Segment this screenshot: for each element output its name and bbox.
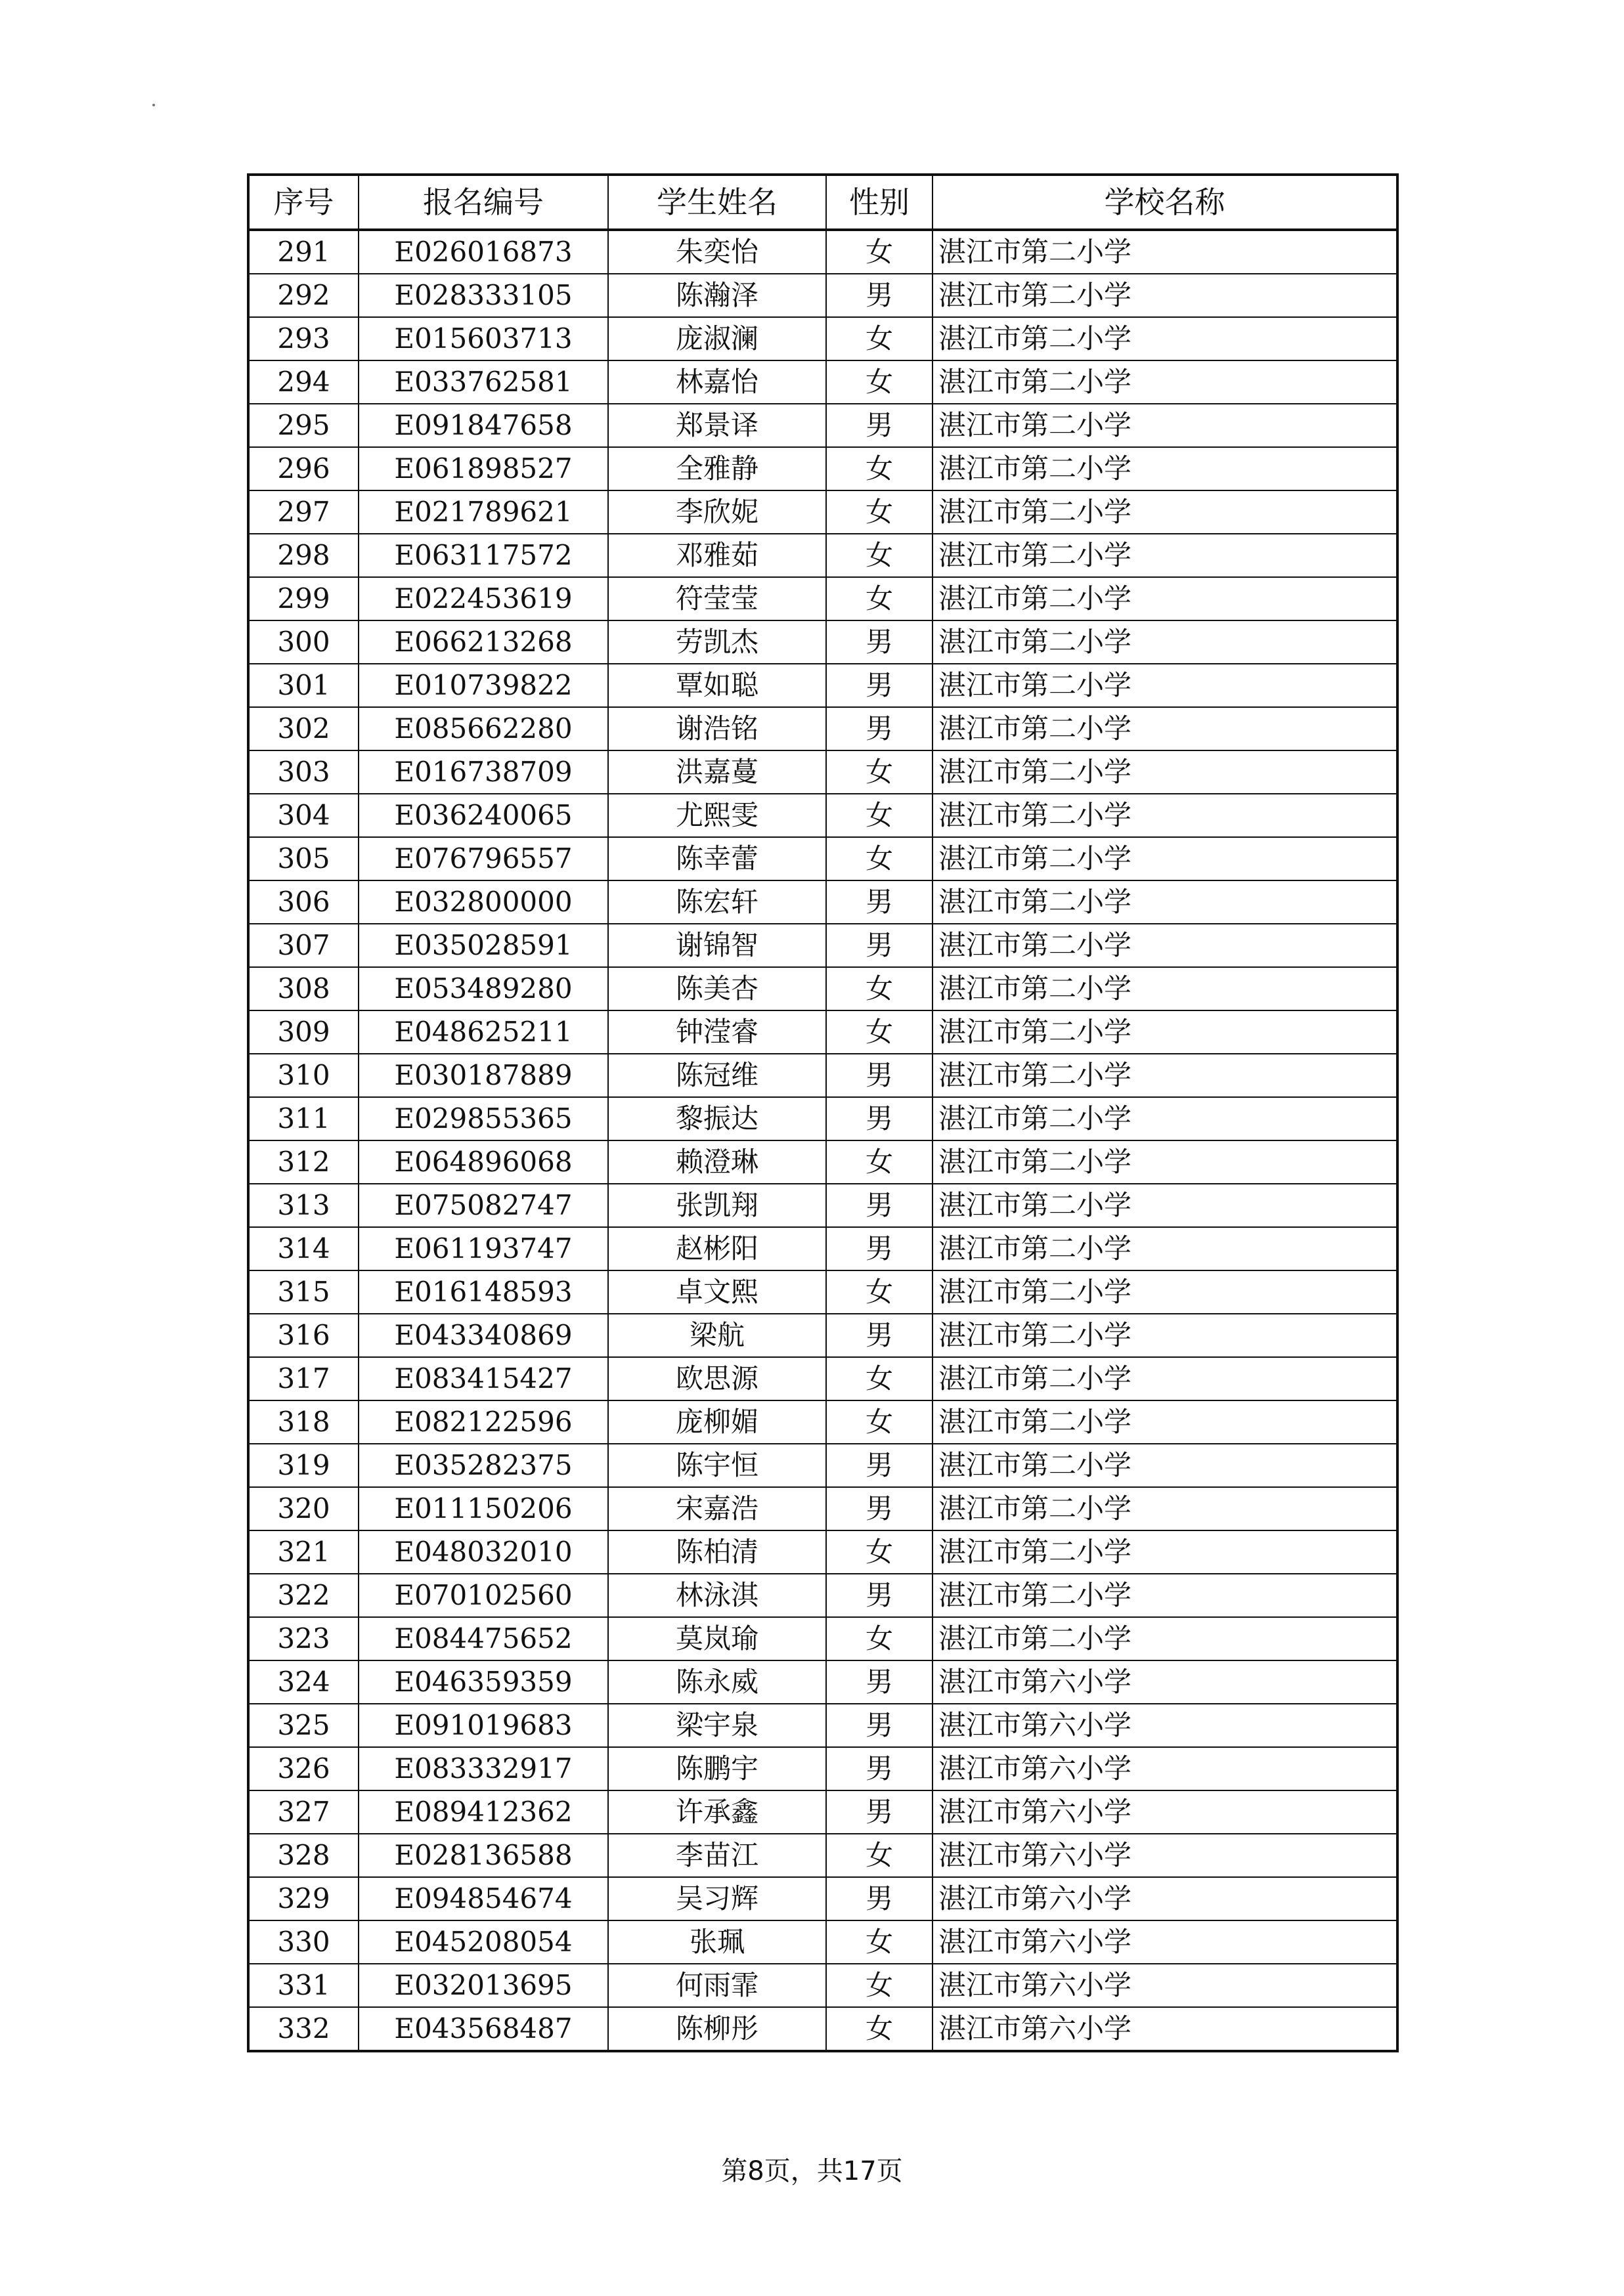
cell-student-name: 李欣妮 xyxy=(608,490,826,534)
cell-gender: 女 xyxy=(826,1400,933,1444)
table-row xyxy=(248,577,1397,620)
cell-gender: 男 xyxy=(826,707,933,750)
cell-student-name: 李苗江 xyxy=(608,1834,826,1877)
cell-registration-no: E030187889 xyxy=(359,1054,608,1097)
cell-student-name: 吴习辉 xyxy=(608,1877,826,1920)
cell-index: 304 xyxy=(248,794,359,837)
cell-index: 319 xyxy=(248,1444,359,1487)
cell-index: 301 xyxy=(248,664,359,707)
header-row xyxy=(248,175,1397,230)
cell-student-name: 邓雅茹 xyxy=(608,534,826,577)
table-row xyxy=(248,1790,1397,1834)
table-row xyxy=(248,317,1397,360)
header-student-name: 学生姓名 xyxy=(608,175,826,230)
cell-index: 297 xyxy=(248,490,359,534)
table-row xyxy=(248,404,1397,447)
table-row xyxy=(248,1357,1397,1400)
cell-index: 292 xyxy=(248,274,359,317)
table-row xyxy=(248,750,1397,794)
table-row xyxy=(248,1487,1397,1530)
table-row xyxy=(248,1617,1397,1660)
table-row xyxy=(248,447,1397,490)
cell-student-name: 林泳淇 xyxy=(608,1574,826,1617)
cell-school-name: 湛江市第二小学 xyxy=(933,577,1397,620)
table-row xyxy=(248,274,1397,317)
cell-gender: 女 xyxy=(826,534,933,577)
cell-school-name: 湛江市第二小学 xyxy=(933,1357,1397,1400)
cell-student-name: 莫岚瑜 xyxy=(608,1617,826,1660)
cell-school-name: 湛江市第二小学 xyxy=(933,1487,1397,1530)
cell-index: 315 xyxy=(248,1270,359,1314)
cell-student-name: 梁航 xyxy=(608,1314,826,1357)
cell-school-name: 湛江市第二小学 xyxy=(933,1184,1397,1227)
cell-gender: 女 xyxy=(826,837,933,880)
student-roster-table xyxy=(247,173,1399,2052)
cell-registration-no: E032013695 xyxy=(359,1964,608,2007)
cell-registration-no: E085662280 xyxy=(359,707,608,750)
cell-school-name: 湛江市第六小学 xyxy=(933,1877,1397,1920)
cell-registration-no: E061898527 xyxy=(359,447,608,490)
cell-school-name: 湛江市第二小学 xyxy=(933,1530,1397,1574)
cell-student-name: 陈柳彤 xyxy=(608,2007,826,2051)
cell-gender: 男 xyxy=(826,1747,933,1790)
cell-registration-no: E089412362 xyxy=(359,1790,608,1834)
table-row xyxy=(248,880,1397,924)
header-registration-no: 报名编号 xyxy=(359,175,608,230)
cell-gender: 男 xyxy=(826,404,933,447)
cell-gender: 女 xyxy=(826,2007,933,2051)
cell-student-name: 朱奕怡 xyxy=(608,230,826,274)
cell-school-name: 湛江市第二小学 xyxy=(933,317,1397,360)
cell-school-name: 湛江市第二小学 xyxy=(933,1617,1397,1660)
table-row xyxy=(248,1054,1397,1097)
cell-registration-no: E091847658 xyxy=(359,404,608,447)
cell-registration-no: E075082747 xyxy=(359,1184,608,1227)
cell-index: 310 xyxy=(248,1054,359,1097)
cell-registration-no: E010739822 xyxy=(359,664,608,707)
table-row xyxy=(248,1444,1397,1487)
scan-speck xyxy=(152,104,155,106)
cell-gender: 女 xyxy=(826,1834,933,1877)
cell-student-name: 洪嘉蔓 xyxy=(608,750,826,794)
cell-registration-no: E016148593 xyxy=(359,1270,608,1314)
cell-school-name: 湛江市第二小学 xyxy=(933,490,1397,534)
cell-index: 307 xyxy=(248,924,359,967)
cell-student-name: 林嘉怡 xyxy=(608,360,826,404)
cell-registration-no: E029855365 xyxy=(359,1097,608,1140)
table-row xyxy=(248,1010,1397,1054)
cell-gender: 女 xyxy=(826,1617,933,1660)
table-row xyxy=(248,1834,1397,1877)
cell-index: 311 xyxy=(248,1097,359,1140)
cell-registration-no: E032800000 xyxy=(359,880,608,924)
table-row xyxy=(248,664,1397,707)
cell-index: 303 xyxy=(248,750,359,794)
cell-school-name: 湛江市第六小学 xyxy=(933,1834,1397,1877)
cell-school-name: 湛江市第二小学 xyxy=(933,837,1397,880)
cell-gender: 男 xyxy=(826,664,933,707)
cell-index: 316 xyxy=(248,1314,359,1357)
cell-registration-no: E053489280 xyxy=(359,967,608,1010)
cell-registration-no: E043568487 xyxy=(359,2007,608,2051)
table-row xyxy=(248,1140,1397,1184)
cell-school-name: 湛江市第二小学 xyxy=(933,1444,1397,1487)
cell-student-name: 劳凯杰 xyxy=(608,620,826,664)
cell-school-name: 湛江市第二小学 xyxy=(933,620,1397,664)
cell-school-name: 湛江市第二小学 xyxy=(933,1140,1397,1184)
table-row xyxy=(248,1574,1397,1617)
cell-registration-no: E064896068 xyxy=(359,1140,608,1184)
cell-registration-no: E015603713 xyxy=(359,317,608,360)
cell-gender: 女 xyxy=(826,750,933,794)
cell-school-name: 湛江市第二小学 xyxy=(933,1574,1397,1617)
cell-school-name: 湛江市第六小学 xyxy=(933,1920,1397,1964)
cell-gender: 女 xyxy=(826,1530,933,1574)
cell-index: 320 xyxy=(248,1487,359,1530)
cell-index: 323 xyxy=(248,1617,359,1660)
table-row xyxy=(248,620,1397,664)
table-row xyxy=(248,1747,1397,1790)
table-row xyxy=(248,707,1397,750)
cell-school-name: 湛江市第六小学 xyxy=(933,1660,1397,1704)
cell-student-name: 黎振达 xyxy=(608,1097,826,1140)
table-row xyxy=(248,490,1397,534)
cell-school-name: 湛江市第二小学 xyxy=(933,924,1397,967)
cell-gender: 男 xyxy=(826,1660,933,1704)
cell-student-name: 郑景译 xyxy=(608,404,826,447)
cell-gender: 男 xyxy=(826,1054,933,1097)
cell-index: 329 xyxy=(248,1877,359,1920)
cell-index: 332 xyxy=(248,2007,359,2051)
cell-student-name: 陈鹏宇 xyxy=(608,1747,826,1790)
cell-student-name: 张珮 xyxy=(608,1920,826,1964)
cell-index: 308 xyxy=(248,967,359,1010)
cell-registration-no: E035282375 xyxy=(359,1444,608,1487)
cell-registration-no: E035028591 xyxy=(359,924,608,967)
cell-index: 324 xyxy=(248,1660,359,1704)
cell-index: 321 xyxy=(248,1530,359,1574)
cell-gender: 女 xyxy=(826,967,933,1010)
cell-school-name: 湛江市第二小学 xyxy=(933,534,1397,577)
cell-registration-no: E083415427 xyxy=(359,1357,608,1400)
table-row xyxy=(248,837,1397,880)
table-row xyxy=(248,1184,1397,1227)
table-row xyxy=(248,1314,1397,1357)
cell-gender: 男 xyxy=(826,1097,933,1140)
cell-gender: 女 xyxy=(826,1270,933,1314)
cell-registration-no: E083332917 xyxy=(359,1747,608,1790)
cell-index: 294 xyxy=(248,360,359,404)
cell-student-name: 庞柳媚 xyxy=(608,1400,826,1444)
cell-gender: 女 xyxy=(826,577,933,620)
cell-gender: 女 xyxy=(826,794,933,837)
cell-school-name: 湛江市第二小学 xyxy=(933,1227,1397,1270)
cell-registration-no: E028333105 xyxy=(359,274,608,317)
cell-index: 293 xyxy=(248,317,359,360)
table-row xyxy=(248,534,1397,577)
cell-school-name: 湛江市第二小学 xyxy=(933,750,1397,794)
table-row xyxy=(248,230,1397,274)
cell-school-name: 湛江市第二小学 xyxy=(933,880,1397,924)
cell-gender: 男 xyxy=(826,1227,933,1270)
cell-index: 318 xyxy=(248,1400,359,1444)
cell-index: 295 xyxy=(248,404,359,447)
cell-school-name: 湛江市第二小学 xyxy=(933,967,1397,1010)
cell-gender: 女 xyxy=(826,230,933,274)
cell-gender: 男 xyxy=(826,1704,933,1747)
cell-index: 296 xyxy=(248,447,359,490)
cell-student-name: 赵彬阳 xyxy=(608,1227,826,1270)
cell-school-name: 湛江市第二小学 xyxy=(933,274,1397,317)
cell-registration-no: E070102560 xyxy=(359,1574,608,1617)
cell-gender: 女 xyxy=(826,1010,933,1054)
cell-student-name: 尤熙雯 xyxy=(608,794,826,837)
table-body xyxy=(248,230,1397,2051)
cell-index: 298 xyxy=(248,534,359,577)
cell-school-name: 湛江市第六小学 xyxy=(933,1747,1397,1790)
cell-gender: 男 xyxy=(826,880,933,924)
cell-school-name: 湛江市第六小学 xyxy=(933,2007,1397,2051)
cell-index: 299 xyxy=(248,577,359,620)
cell-index: 309 xyxy=(248,1010,359,1054)
page-number: 第8页，共17页 xyxy=(721,2156,903,2186)
cell-student-name: 覃如聪 xyxy=(608,664,826,707)
cell-index: 300 xyxy=(248,620,359,664)
cell-registration-no: E022453619 xyxy=(359,577,608,620)
cell-student-name: 陈宏轩 xyxy=(608,880,826,924)
cell-index: 291 xyxy=(248,230,359,274)
cell-school-name: 湛江市第二小学 xyxy=(933,1400,1397,1444)
cell-school-name: 湛江市第二小学 xyxy=(933,1270,1397,1314)
table-row xyxy=(248,2007,1397,2051)
table-row xyxy=(248,1270,1397,1314)
cell-student-name: 庞淑澜 xyxy=(608,317,826,360)
cell-gender: 女 xyxy=(826,490,933,534)
cell-registration-no: E033762581 xyxy=(359,360,608,404)
cell-index: 305 xyxy=(248,837,359,880)
table-row xyxy=(248,1530,1397,1574)
table-row xyxy=(248,924,1397,967)
table-row xyxy=(248,1400,1397,1444)
cell-index: 317 xyxy=(248,1357,359,1400)
cell-registration-no: E046359359 xyxy=(359,1660,608,1704)
cell-school-name: 湛江市第二小学 xyxy=(933,230,1397,274)
cell-registration-no: E061193747 xyxy=(359,1227,608,1270)
cell-student-name: 谢浩铭 xyxy=(608,707,826,750)
table-row xyxy=(248,1964,1397,2007)
cell-registration-no: E028136588 xyxy=(359,1834,608,1877)
table-row xyxy=(248,1877,1397,1920)
cell-gender: 男 xyxy=(826,1184,933,1227)
cell-gender: 女 xyxy=(826,1357,933,1400)
cell-gender: 男 xyxy=(826,1574,933,1617)
cell-student-name: 陈瀚泽 xyxy=(608,274,826,317)
cell-student-name: 欧思源 xyxy=(608,1357,826,1400)
cell-school-name: 湛江市第六小学 xyxy=(933,1704,1397,1747)
table-row xyxy=(248,794,1397,837)
cell-index: 328 xyxy=(248,1834,359,1877)
cell-registration-no: E016738709 xyxy=(359,750,608,794)
cell-index: 313 xyxy=(248,1184,359,1227)
cell-student-name: 全雅静 xyxy=(608,447,826,490)
table-row xyxy=(248,1704,1397,1747)
table-header xyxy=(248,175,1397,230)
cell-gender: 男 xyxy=(826,1487,933,1530)
cell-school-name: 湛江市第六小学 xyxy=(933,1964,1397,2007)
cell-student-name: 符莹莹 xyxy=(608,577,826,620)
cell-student-name: 宋嘉浩 xyxy=(608,1487,826,1530)
cell-gender: 男 xyxy=(826,1790,933,1834)
cell-school-name: 湛江市第二小学 xyxy=(933,707,1397,750)
cell-school-name: 湛江市第二小学 xyxy=(933,1010,1397,1054)
table-row xyxy=(248,967,1397,1010)
cell-gender: 女 xyxy=(826,1920,933,1964)
cell-index: 331 xyxy=(248,1964,359,2007)
table-row xyxy=(248,360,1397,404)
table-row xyxy=(248,1920,1397,1964)
cell-gender: 男 xyxy=(826,1314,933,1357)
cell-gender: 女 xyxy=(826,1140,933,1184)
cell-gender: 男 xyxy=(826,924,933,967)
cell-student-name: 陈美杏 xyxy=(608,967,826,1010)
cell-student-name: 陈幸蕾 xyxy=(608,837,826,880)
header-index: 序号 xyxy=(248,175,359,230)
header-school-name: 学校名称 xyxy=(933,175,1397,230)
table-row xyxy=(248,1097,1397,1140)
cell-school-name: 湛江市第二小学 xyxy=(933,1314,1397,1357)
cell-registration-no: E048032010 xyxy=(359,1530,608,1574)
cell-gender: 女 xyxy=(826,1964,933,2007)
cell-gender: 男 xyxy=(826,1444,933,1487)
cell-registration-no: E091019683 xyxy=(359,1704,608,1747)
header-gender: 性别 xyxy=(826,175,933,230)
table-row xyxy=(248,1227,1397,1270)
cell-gender: 男 xyxy=(826,1877,933,1920)
cell-student-name: 卓文熙 xyxy=(608,1270,826,1314)
cell-registration-no: E048625211 xyxy=(359,1010,608,1054)
cell-gender: 女 xyxy=(826,317,933,360)
cell-student-name: 何雨霏 xyxy=(608,1964,826,2007)
cell-student-name: 谢锦智 xyxy=(608,924,826,967)
cell-school-name: 湛江市第二小学 xyxy=(933,794,1397,837)
cell-student-name: 梁宇泉 xyxy=(608,1704,826,1747)
cell-student-name: 陈柏清 xyxy=(608,1530,826,1574)
cell-school-name: 湛江市第二小学 xyxy=(933,404,1397,447)
cell-student-name: 赖澄琳 xyxy=(608,1140,826,1184)
table-row xyxy=(248,1660,1397,1704)
cell-index: 330 xyxy=(248,1920,359,1964)
cell-school-name: 湛江市第二小学 xyxy=(933,1054,1397,1097)
cell-student-name: 钟滢睿 xyxy=(608,1010,826,1054)
cell-registration-no: E076796557 xyxy=(359,837,608,880)
cell-student-name: 许承鑫 xyxy=(608,1790,826,1834)
cell-index: 322 xyxy=(248,1574,359,1617)
cell-index: 312 xyxy=(248,1140,359,1184)
cell-registration-no: E036240065 xyxy=(359,794,608,837)
cell-registration-no: E066213268 xyxy=(359,620,608,664)
cell-registration-no: E063117572 xyxy=(359,534,608,577)
cell-registration-no: E011150206 xyxy=(359,1487,608,1530)
cell-index: 327 xyxy=(248,1790,359,1834)
cell-gender: 女 xyxy=(826,360,933,404)
cell-registration-no: E021789621 xyxy=(359,490,608,534)
cell-gender: 女 xyxy=(826,447,933,490)
cell-gender: 男 xyxy=(826,274,933,317)
cell-student-name: 陈宇恒 xyxy=(608,1444,826,1487)
cell-school-name: 湛江市第二小学 xyxy=(933,664,1397,707)
cell-index: 326 xyxy=(248,1747,359,1790)
cell-school-name: 湛江市第六小学 xyxy=(933,1790,1397,1834)
cell-registration-no: E043340869 xyxy=(359,1314,608,1357)
cell-gender: 男 xyxy=(826,620,933,664)
cell-student-name: 陈永威 xyxy=(608,1660,826,1704)
cell-student-name: 陈冠维 xyxy=(608,1054,826,1097)
cell-registration-no: E084475652 xyxy=(359,1617,608,1660)
cell-registration-no: E026016873 xyxy=(359,230,608,274)
cell-registration-no: E094854674 xyxy=(359,1877,608,1920)
cell-school-name: 湛江市第二小学 xyxy=(933,360,1397,404)
cell-registration-no: E045208054 xyxy=(359,1920,608,1964)
cell-index: 306 xyxy=(248,880,359,924)
cell-index: 325 xyxy=(248,1704,359,1747)
cell-index: 302 xyxy=(248,707,359,750)
cell-school-name: 湛江市第二小学 xyxy=(933,1097,1397,1140)
cell-school-name: 湛江市第二小学 xyxy=(933,447,1397,490)
cell-registration-no: E082122596 xyxy=(359,1400,608,1444)
cell-index: 314 xyxy=(248,1227,359,1270)
cell-student-name: 张凯翔 xyxy=(608,1184,826,1227)
